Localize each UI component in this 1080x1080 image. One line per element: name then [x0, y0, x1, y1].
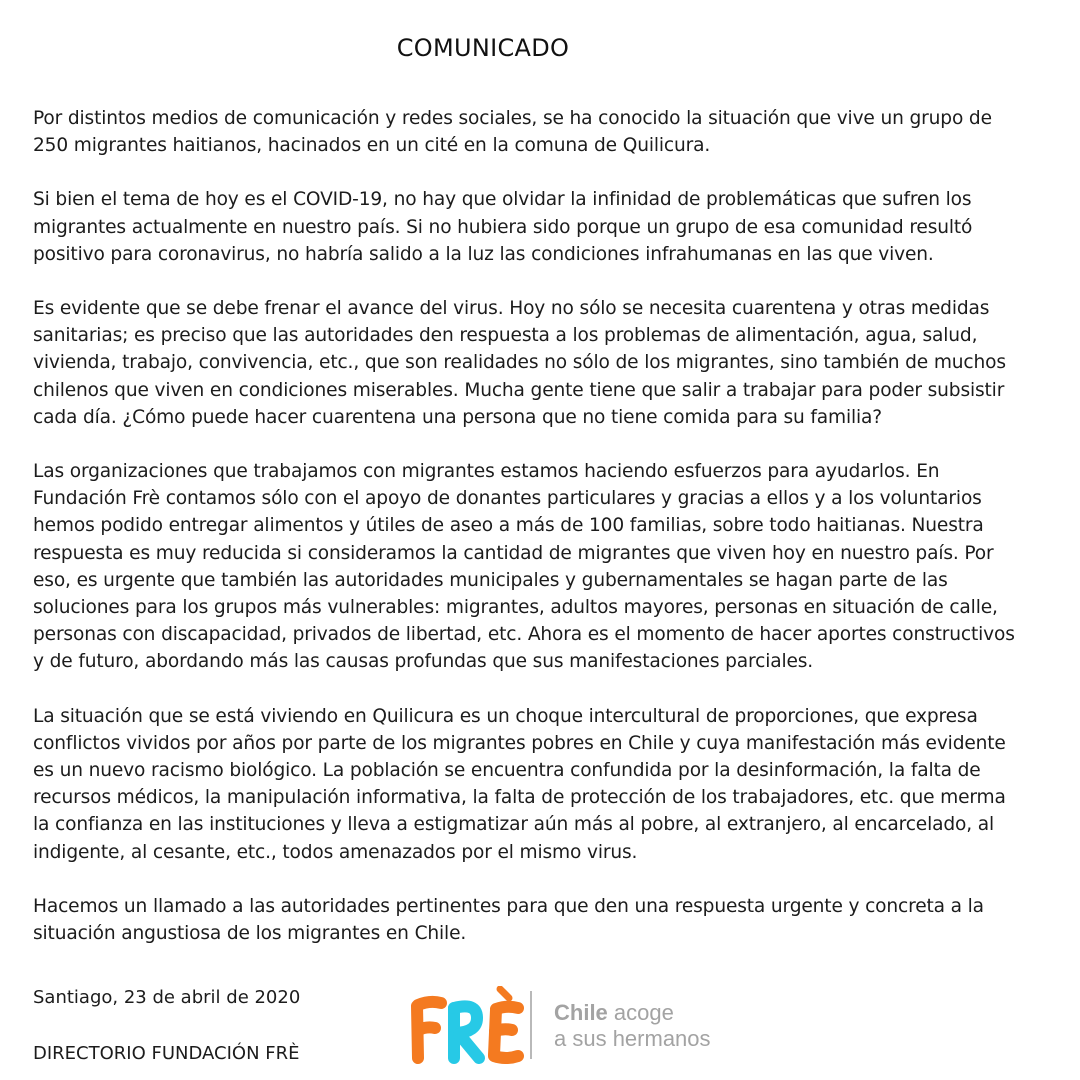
text-line: Si bien el tema de hoy es el COVID-19, no hay que olvidar la infinidad de problemáticas que sufren los	[33, 189, 972, 211]
fre-wordmark-logo	[408, 986, 526, 1064]
text-line: 250 migrantes haitianos, hacinados en un cité en la comuna de Quilicura.	[33, 135, 711, 157]
text-line: sanitarias; es preciso que las autoridades den respuesta a los problemas de alimentación, agua, salud,	[33, 325, 978, 347]
text-line: personas con discapacidad, privados de libertad, etc. Ahora es el momento de hacer aportes constructivos	[33, 624, 1015, 646]
tagline-strong: Chile	[554, 1000, 608, 1025]
tagline-line2: a sus hermanos	[554, 1026, 711, 1051]
text-line: conflictos vividos por años por parte de los migrantes pobres en Chile y cuya manifestación más evidente	[33, 732, 1006, 754]
text-line: chilenos que viven en condiciones miserables. Mucha gente tiene que salir a trabajar para poder subsistir	[33, 379, 1005, 401]
logo-tagline	[554, 1000, 711, 1052]
place-date: Santiago, 23 de abril de 2020	[33, 987, 301, 1008]
text-line: eso, es urgente que también las autoridades municipales y gubernamentales se hagan parte de las	[33, 569, 948, 591]
tagline-rest: acoge	[613, 1000, 674, 1025]
text-line: respuesta es muy reducida si consideramos la cantidad de migrantes que viven hoy en nuestro país. Por	[33, 542, 994, 564]
text-line: Hacemos un llamado a las autoridades pertinentes para que den una respuesta urgente y concreta a la	[33, 895, 984, 917]
text-line: la confianza en las instituciones y lleva a estigmatizar aún más al pobre, al extranjero, al encarcelado, al	[33, 814, 995, 836]
paragraph	[33, 703, 1033, 866]
text-line: Fundación Frè contamos sólo con el apoyo de donantes particulares y gracias a ellos y a los voluntarios	[33, 488, 982, 510]
text-line: La situación que se está viviendo en Quilicura es un choque intercultural de proporciones, que expresa	[33, 705, 978, 727]
text-line: Por distintos medios de comunicación y redes sociales, se ha conocido la situación que vive un grupo de	[33, 108, 992, 129]
document-body	[33, 105, 1033, 974]
text-line: hemos podido entregar alimentos y útiles de aseo a más de 100 familias, sobre todo haitianas. Nuestra	[33, 515, 984, 537]
text-line: y de futuro, abordando más las causas profundas que sus manifestaciones parciales.	[33, 651, 814, 673]
text-line: migrantes actualmente en nuestro país. Si no hubiera sido porque un grupo de esa comunidad resultó	[33, 216, 973, 238]
text-line: indigente, al cesante, etc., todos amenazados por el mismo virus.	[33, 841, 638, 863]
text-line: soluciones para los grupos más vulnerables: migrantes, adultos mayores, personas en situación de calle,	[33, 597, 998, 619]
text-line: cada día. ¿Cómo puede hacer cuarentena una persona que no tiene comida para su familia?	[33, 406, 883, 428]
fre-logo	[408, 986, 738, 1066]
paragraph	[33, 186, 1033, 268]
text-line: vivienda, trabajo, convivencia, etc., que son realidades no sólo de los migrantes, sino también de muchos	[33, 352, 1006, 374]
text-line: recursos médicos, la manipulación informativa, la falta de protección de los trabajadores, etc. que merma	[33, 787, 1006, 809]
paragraph	[33, 893, 1033, 947]
paragraph	[33, 295, 1033, 431]
signature: DIRECTORIO FUNDACIÓN FRÈ	[33, 1043, 300, 1064]
document-title: COMUNICADO	[396, 34, 570, 62]
text-line: positivo para coronavirus, no habría salido a la luz las condiciones infrahumanas en las que viven.	[33, 243, 934, 265]
paragraph	[33, 458, 1033, 676]
text-line: situación angustiosa de los migrantes en Chile.	[33, 923, 467, 945]
paragraph	[33, 105, 1033, 159]
text-line: Es evidente que se debe frenar el avance del virus. Hoy no sólo se necesita cuarentena y otras medidas	[33, 298, 990, 320]
logo-divider	[530, 991, 532, 1059]
text-line: es un nuevo racismo biológico. La población se encuentra confundida por la desinformación, la falta de	[33, 760, 981, 782]
text-line: Las organizaciones que trabajamos con migrantes estamos haciendo esfuerzos para ayudarlos. En	[33, 461, 940, 483]
